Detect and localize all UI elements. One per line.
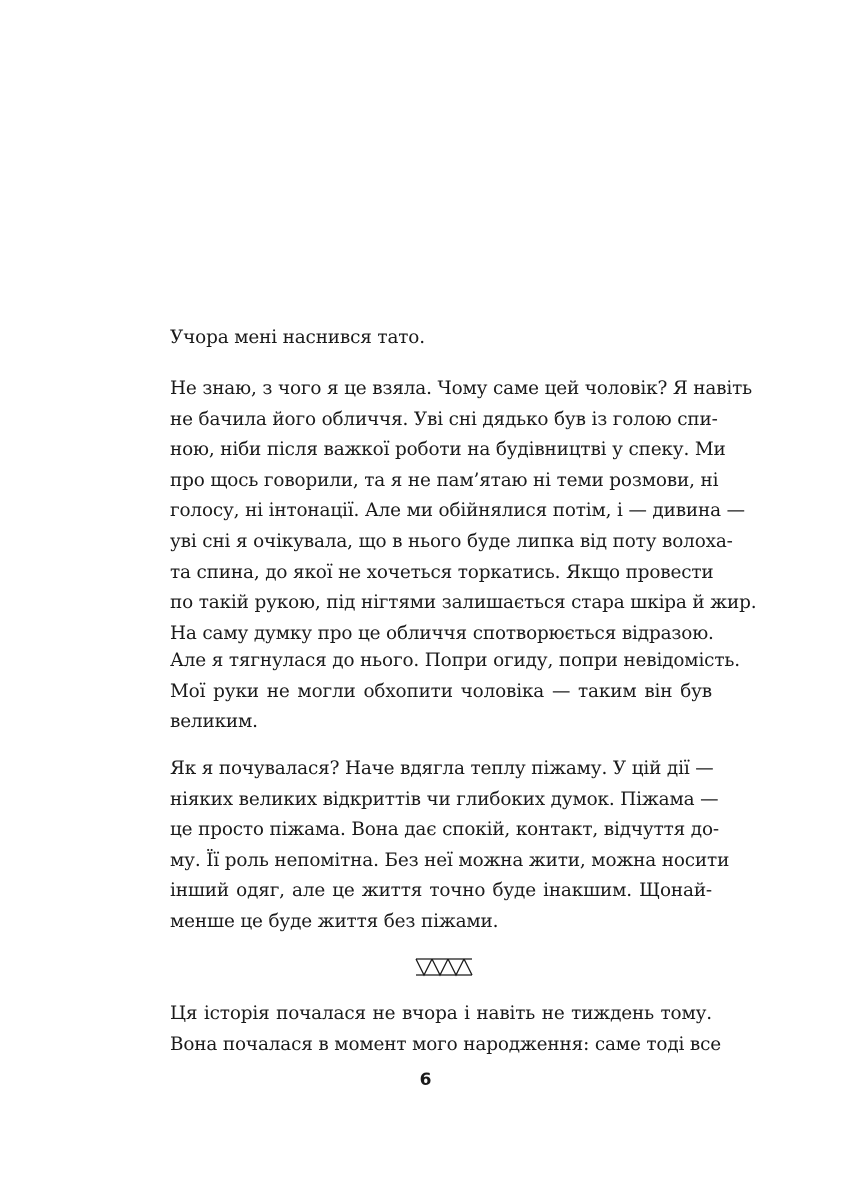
text-line: та спина, до якої не хочеться торкатись. Якщо провести (170, 561, 714, 583)
paragraph-3 (170, 646, 740, 738)
text-line: це просто піжама. Вона дає спокій, контакт, відчуття до- (170, 819, 719, 841)
text-line: Як я почувалася? Наче вдягла теплу піжаму. У цій дії — (170, 758, 714, 779)
page-number: 6 (419, 1070, 432, 1090)
text-line: голосу, ні інтонації. Але ми обійнялися потім, і — дивина — (170, 500, 745, 522)
text-line: Учора мені наснився тато. (170, 327, 425, 348)
paragraph-2 (170, 374, 757, 649)
paragraph-5 (170, 999, 722, 1060)
text-line: ною, ніби після важкої роботи на будівництві у спеку. Ми (170, 439, 726, 461)
text-line: На саму думку про це обличчя спотворюється відразою. (170, 622, 714, 644)
text-line: інший одяг, але це життя точно буде інакшим. Щонай- (170, 880, 712, 902)
text-line: Не знаю, з чого я це взяла. Чому саме цей чоловік? Я навіть (170, 378, 752, 399)
text-line: не бачила його обличчя. Уві сні дядько був із голою спи- (170, 408, 718, 430)
text-line: про щось говорили, та я не пам’ятаю ні теми розмови, ні (170, 469, 719, 491)
text-line: Ця історія почалася не вчора і навіть не тиждень тому. (170, 1003, 712, 1024)
text-line: Але я тягнулася до нього. Попри огиду, попри невідомість. (170, 650, 740, 671)
text-line: уві сні я очікувала, що в нього буде липка від поту волоха- (170, 530, 733, 552)
text-line: Мої руки не могли обхопити чоловіка — таким він був (170, 680, 712, 702)
text-line: му. Її роль непомітна. Без неї можна жити, можна носити (170, 849, 730, 871)
text-line: ніяких великих відкриттів чи глибоких думок. Піжама — (170, 788, 719, 810)
text-line: Вона почалася в момент мого народження: саме тоді все (170, 1033, 722, 1055)
triangle-ornament-icon (415, 956, 473, 978)
text-line: менше це буде життя без піжами. (170, 910, 499, 932)
paragraph-4 (170, 754, 730, 938)
paragraph-1 (170, 323, 712, 354)
text-line: великим. (170, 711, 258, 733)
text-line: по такій рукою, під нігтями залишається стара шкіра й жир. (170, 592, 757, 614)
